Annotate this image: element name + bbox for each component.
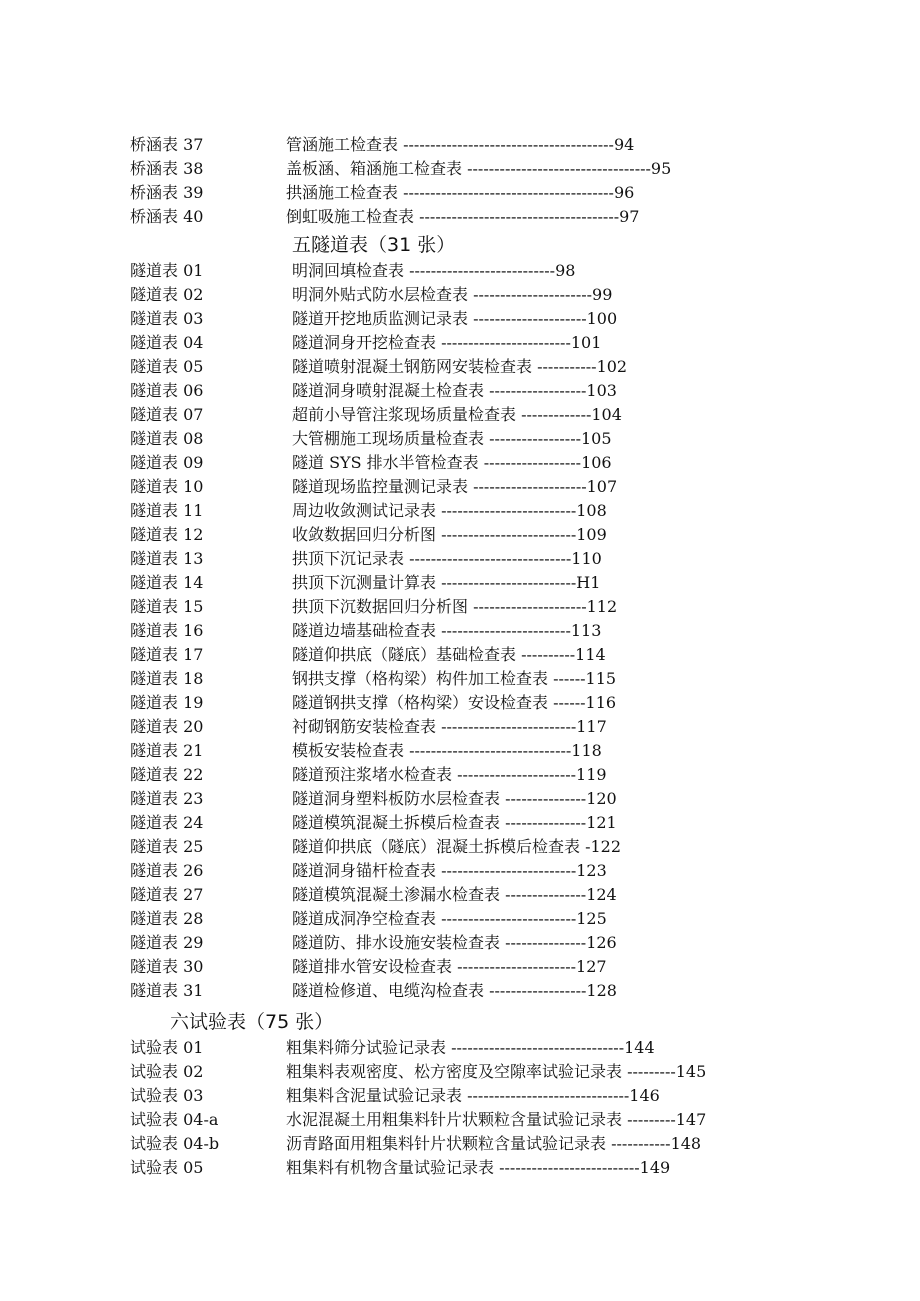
toc-row-entry xyxy=(292,979,686,1003)
toc-row-entry xyxy=(286,205,784,229)
toc-row-leader: - xyxy=(585,837,591,856)
test-section-heading xyxy=(170,1007,333,1034)
toc-row-leader: ----------------- xyxy=(489,429,581,448)
toc-row-leader: ---------------------- xyxy=(457,765,577,784)
toc-row-leader: ----------- xyxy=(537,357,597,376)
toc-row-page: 105 xyxy=(581,429,612,448)
toc-row-entry xyxy=(292,955,686,979)
toc-row-entry xyxy=(292,331,686,355)
toc-row xyxy=(0,931,920,955)
toc-row-title: 粗集料筛分试验记录表 xyxy=(286,1038,452,1057)
toc-row-page: 120 xyxy=(586,789,617,808)
toc-row-title: 隧道现场监控量测记录表 xyxy=(292,477,474,496)
toc-row-page: 128 xyxy=(586,981,617,1000)
toc-row-title: 明洞外贴式防水层检查表 xyxy=(292,285,474,304)
toc-row-page: 95 xyxy=(650,159,672,178)
toc-row xyxy=(0,355,920,379)
toc-row-page: 110 xyxy=(571,549,602,568)
toc-row xyxy=(0,157,920,181)
toc-row-code: 隧道表 08 xyxy=(130,429,204,448)
toc-row-code: 隧道表 27 xyxy=(130,885,204,904)
toc-row-title: 隧道洞身开挖检查表 xyxy=(292,333,442,352)
toc-row-code: 隧道表 17 xyxy=(130,645,204,664)
toc-row-leader: --------------- xyxy=(505,885,587,904)
toc-row-title: 沥青路面用粗集料针片状颗粒含量试验记录表 xyxy=(286,1134,612,1153)
toc-row-entry xyxy=(286,1084,784,1108)
toc-row-page: 116 xyxy=(585,693,617,712)
toc-row-entry xyxy=(292,859,686,883)
toc-row-leader: --------------------------- xyxy=(409,261,556,280)
toc-row xyxy=(0,763,920,787)
toc-row xyxy=(0,691,920,715)
toc-row-page: 123 xyxy=(576,861,607,880)
toc-row-leader: ------------------ xyxy=(489,381,587,400)
toc-row-leader: ---------------------- xyxy=(457,957,577,976)
toc-row-code: 隧道表 09 xyxy=(130,453,204,472)
toc-row-page: 106 xyxy=(581,453,612,472)
toc-row-code: 试验表 05 xyxy=(130,1158,204,1177)
toc-row-code: 隧道表 06 xyxy=(130,381,204,400)
toc-row-page: 109 xyxy=(576,525,607,544)
toc-row-title: 周边收敛测试记录表 xyxy=(292,501,442,520)
toc-row-code: 隧道表 10 xyxy=(130,477,204,496)
toc-row-entry xyxy=(286,157,784,181)
toc-row-page: H1 xyxy=(576,573,601,592)
toc-row-leader: ------------------------ xyxy=(441,621,571,640)
toc-row-page: 148 xyxy=(670,1134,702,1153)
toc-row-code: 隧道表 05 xyxy=(130,357,204,376)
toc-row xyxy=(0,835,920,859)
toc-row-entry xyxy=(292,355,686,379)
toc-row-code: 隧道表 21 xyxy=(130,741,204,760)
toc-row xyxy=(0,283,920,307)
toc-row xyxy=(0,1060,920,1084)
toc-row-entry xyxy=(286,1132,784,1156)
toc-row-code: 隧道表 23 xyxy=(130,789,204,808)
tunnel-section-heading xyxy=(292,230,455,257)
toc-row-entry xyxy=(286,1156,784,1180)
toc-row-leader: ------------------------------ xyxy=(409,549,572,568)
toc-row xyxy=(0,307,920,331)
toc-row-page: 96 xyxy=(613,183,635,202)
toc-row-entry xyxy=(292,763,686,787)
toc-row-entry xyxy=(286,181,784,205)
toc-row-page: 127 xyxy=(576,957,607,976)
toc-row-code: 隧道表 07 xyxy=(130,405,204,424)
toc-row xyxy=(0,811,920,835)
test-heading-text: 六试验表（ xyxy=(170,1011,266,1033)
toc-row-entry xyxy=(292,547,686,571)
test-heading-close: ） xyxy=(314,1011,334,1033)
toc-row-entry xyxy=(292,427,686,451)
toc-row xyxy=(0,1084,920,1108)
toc-row-entry xyxy=(292,619,686,643)
toc-row-entry xyxy=(292,283,686,307)
toc-row xyxy=(0,523,920,547)
toc-row-page: 99 xyxy=(592,285,613,304)
toc-row-title: 大管棚施工现场质量检查表 xyxy=(292,429,490,448)
toc-row-code: 隧道表 19 xyxy=(130,693,204,712)
toc-row-leader: --------------------------------------- xyxy=(403,135,614,154)
toc-row-leader: --------- xyxy=(627,1062,676,1081)
toc-row xyxy=(0,475,920,499)
toc-row-page: 102 xyxy=(596,357,628,376)
toc-row-code: 试验表 04-a xyxy=(130,1110,219,1129)
toc-row-entry xyxy=(292,931,686,955)
toc-row-entry xyxy=(292,883,686,907)
toc-row-title: 隧道检修道、电缆沟检查表 xyxy=(292,981,490,1000)
toc-row-code: 桥涵表 40 xyxy=(130,207,204,226)
toc-row-leader: ------------------------- xyxy=(441,573,577,592)
toc-row-code: 隧道表 13 xyxy=(130,549,204,568)
toc-row-code: 隧道表 16 xyxy=(130,621,204,640)
toc-row-page: 121 xyxy=(586,813,617,832)
toc-row-entry xyxy=(292,787,686,811)
toc-row xyxy=(0,427,920,451)
toc-row-title: 隧道洞身塑料板防水层检查表 xyxy=(292,789,506,808)
toc-row-entry xyxy=(292,667,686,691)
toc-row-entry xyxy=(292,571,686,595)
toc-row-title: 隧道仰拱底（隧底）基础检查表 xyxy=(292,645,522,664)
toc-row-title: 隧道模筑混凝土拆模后检查表 xyxy=(292,813,506,832)
toc-row-code: 隧道表 01 xyxy=(130,261,204,280)
toc-row-entry xyxy=(292,643,686,667)
toc-row-entry xyxy=(292,451,686,475)
toc-row-title: 模板安装检查表 xyxy=(292,741,410,760)
toc-row-title: 隧道模筑混凝土渗漏水检查表 xyxy=(292,885,506,904)
toc-row-entry xyxy=(292,523,686,547)
toc-row xyxy=(0,451,920,475)
toc-row-page: 146 xyxy=(629,1086,660,1105)
toc-row xyxy=(0,259,920,283)
toc-row-title: 粗集料表观密度、松方密度及空隙率试验记录表 xyxy=(286,1062,628,1081)
toc-row-entry xyxy=(292,379,686,403)
bridge-section xyxy=(0,133,920,229)
toc-row xyxy=(0,667,920,691)
toc-row-entry xyxy=(286,133,784,157)
toc-row xyxy=(0,205,920,229)
toc-row-leader: ---------------------- xyxy=(473,285,593,304)
toc-row-page: 118 xyxy=(571,741,602,760)
toc-row-leader: ------------------ xyxy=(489,981,587,1000)
toc-row-page: 119 xyxy=(576,765,607,784)
toc-row-page: 145 xyxy=(675,1062,707,1081)
toc-row-page: 97 xyxy=(619,207,640,226)
toc-row-entry xyxy=(292,691,686,715)
toc-row-code: 隧道表 24 xyxy=(130,813,204,832)
toc-row xyxy=(0,883,920,907)
toc-row-entry xyxy=(292,595,686,619)
toc-row-title: 水泥混凝土用粗集料针片状颗粒含量试验记录表 xyxy=(286,1110,628,1129)
toc-row-title: 隧道成洞净空检查表 xyxy=(292,909,442,928)
toc-row-page: 100 xyxy=(586,309,618,328)
toc-row-title: 隧道洞身锚杆检查表 xyxy=(292,861,442,880)
toc-row-leader: --------------- xyxy=(505,933,587,952)
toc-row-entry xyxy=(292,811,686,835)
toc-row-leader: --------- xyxy=(627,1110,676,1129)
toc-row-page: 115 xyxy=(585,669,617,688)
toc-row-code: 隧道表 22 xyxy=(130,765,204,784)
toc-row-title: 粗集料含泥量试验记录表 xyxy=(286,1086,468,1105)
toc-row-code: 隧道表 26 xyxy=(130,861,204,880)
toc-row-page: 125 xyxy=(576,909,607,928)
toc-row xyxy=(0,1156,920,1180)
toc-row-title: 隧道预注浆堵水检查表 xyxy=(292,765,458,784)
toc-row xyxy=(0,133,920,157)
toc-row-leader: ------------------------- xyxy=(441,501,577,520)
toc-row xyxy=(0,715,920,739)
toc-row-leader: -------------------------- xyxy=(499,1158,640,1177)
toc-row xyxy=(0,1036,920,1060)
toc-row-leader: ------------------------------ xyxy=(409,741,572,760)
toc-row-leader: ------------------------ xyxy=(441,333,571,352)
toc-row-page: 117 xyxy=(576,717,607,736)
toc-row-entry xyxy=(286,1108,784,1132)
toc-row-page: 144 xyxy=(624,1038,655,1057)
toc-row-entry xyxy=(292,715,686,739)
toc-row-entry xyxy=(292,475,686,499)
toc-row-code: 隧道表 29 xyxy=(130,933,204,952)
toc-row-code: 隧道表 25 xyxy=(130,837,204,856)
toc-row-entry xyxy=(286,1060,784,1084)
toc-row-code: 隧道表 31 xyxy=(130,981,204,1000)
toc-row xyxy=(0,499,920,523)
toc-row-code: 隧道表 15 xyxy=(130,597,204,616)
toc-row-entry xyxy=(292,907,686,931)
toc-row-page: 147 xyxy=(675,1110,707,1129)
toc-row-code: 隧道表 02 xyxy=(130,285,204,304)
toc-row-entry xyxy=(292,835,686,859)
toc-row-code: 隧道表 04 xyxy=(130,333,204,352)
toc-row-leader: --------------------- xyxy=(473,477,587,496)
toc-row-title: 隧道边墙基础检查表 xyxy=(292,621,442,640)
toc-row-code: 隧道表 12 xyxy=(130,525,204,544)
toc-row xyxy=(0,643,920,667)
toc-row-entry xyxy=(292,259,686,283)
toc-row-entry xyxy=(292,499,686,523)
toc-row-code: 试验表 02 xyxy=(130,1062,204,1081)
toc-row-title: 隧道开挖地质监测记录表 xyxy=(292,309,474,328)
toc-row-leader: --------------------- xyxy=(473,597,587,616)
toc-row xyxy=(0,907,920,931)
tunnel-section xyxy=(0,259,920,1003)
toc-row-leader: --------------- xyxy=(505,789,587,808)
toc-row-page: 124 xyxy=(586,885,617,904)
toc-row-leader: ------------------ xyxy=(483,453,582,472)
toc-row-leader: ------------------------- xyxy=(441,861,577,880)
toc-row-page: 101 xyxy=(570,333,602,352)
toc-row xyxy=(0,571,920,595)
toc-row-leader: ------------------------------ xyxy=(467,1086,630,1105)
toc-row xyxy=(0,1108,920,1132)
toc-row-page: 108 xyxy=(576,501,607,520)
toc-row-code: 试验表 01 xyxy=(130,1038,204,1057)
toc-row-page: 94 xyxy=(613,135,635,154)
toc-row-page: 104 xyxy=(591,405,622,424)
toc-row-leader: ------------------------- xyxy=(441,717,577,736)
toc-row-code: 试验表 03 xyxy=(130,1086,204,1105)
toc-row-leader: ------------------------- xyxy=(441,525,577,544)
toc-row-leader: --------------------------------------- xyxy=(403,183,614,202)
toc-row-entry xyxy=(292,739,686,763)
toc-row-leader: ------ xyxy=(553,693,586,712)
toc-row-leader: ------------------------------------- xyxy=(419,207,620,226)
toc-row xyxy=(0,859,920,883)
toc-row-entry xyxy=(286,1036,784,1060)
toc-row xyxy=(0,547,920,571)
toc-row-page: 98 xyxy=(555,261,576,280)
toc-row xyxy=(0,979,920,1003)
toc-row-entry xyxy=(292,307,686,331)
toc-row-title: 明洞回填检查表 xyxy=(292,261,410,280)
toc-row-leader: ---------------------------------- xyxy=(467,159,651,178)
toc-row-code: 隧道表 20 xyxy=(130,717,204,736)
toc-row-leader: --------------------- xyxy=(473,309,587,328)
toc-row-code: 隧道表 28 xyxy=(130,909,204,928)
toc-row-title: 超前小导管注浆现场质量检查表 xyxy=(292,405,522,424)
toc-row-title: 拱顶下沉测量计算表 xyxy=(292,573,442,592)
toc-row-code: 隧道表 30 xyxy=(130,957,204,976)
toc-row-leader: ------------------------- xyxy=(441,909,577,928)
toc-row-page: 107 xyxy=(586,477,618,496)
toc-row xyxy=(0,403,920,427)
toc-row-title: 隧道洞身喷射混凝土检查表 xyxy=(292,381,490,400)
toc-row-title: 隧道仰拱底（隧底）混凝土拆模后检查表 xyxy=(292,837,586,856)
toc-row-code: 隧道表 18 xyxy=(130,669,204,688)
toc-row-title: 隧道防、排水设施安装检查表 xyxy=(292,933,506,952)
toc-row-code: 桥涵表 39 xyxy=(130,183,204,202)
tunnel-heading-count: 31 张 xyxy=(387,234,437,256)
toc-row-title: 盖板涵、箱涵施工检查表 xyxy=(286,159,468,178)
toc-row-title: 收敛数据回归分析图 xyxy=(292,525,442,544)
toc-row-page: 122 xyxy=(590,837,622,856)
toc-row-title: 管涵施工检查表 xyxy=(286,135,404,154)
toc-row xyxy=(0,739,920,763)
toc-row-title: 隧道排水管安设检查表 xyxy=(292,957,458,976)
toc-row-code: 隧道表 03 xyxy=(130,309,204,328)
toc-row-leader: ------------- xyxy=(521,405,592,424)
toc-row xyxy=(0,619,920,643)
toc-row-code: 试验表 04-b xyxy=(130,1134,220,1153)
toc-row xyxy=(0,181,920,205)
test-heading-count: 75 张 xyxy=(265,1011,315,1033)
toc-row-title: 粗集料有机物含量试验记录表 xyxy=(286,1158,500,1177)
toc-row-title: 隧道喷射混凝土钢筋网安装检查表 xyxy=(292,357,538,376)
toc-row-title: 衬砌钢筋安装检查表 xyxy=(292,717,442,736)
toc-row-title: 隧道 SYS 排水半管检查表 xyxy=(292,453,484,472)
toc-row-entry xyxy=(292,403,686,427)
toc-row-leader: ------ xyxy=(553,669,586,688)
tunnel-heading-close: ） xyxy=(436,234,456,256)
toc-row-title: 倒虹吸施工检查表 xyxy=(286,207,420,226)
toc-row xyxy=(0,787,920,811)
toc-row-code: 桥涵表 37 xyxy=(130,135,204,154)
tunnel-heading-text: 五隧道表（ xyxy=(292,234,388,256)
toc-row xyxy=(0,331,920,355)
test-section xyxy=(0,1036,920,1180)
toc-row-title: 隧道钢拱支撑（格构梁）安设检查表 xyxy=(292,693,554,712)
toc-row xyxy=(0,595,920,619)
toc-row-title: 钢拱支撑（格构梁）构件加工检查表 xyxy=(292,669,554,688)
toc-row-leader: --------------- xyxy=(505,813,587,832)
toc-row-title: 拱顶下沉记录表 xyxy=(292,549,410,568)
toc-row-title: 拱涵施工检查表 xyxy=(286,183,404,202)
toc-row-page: 113 xyxy=(570,621,602,640)
toc-row-page: 103 xyxy=(586,381,617,400)
toc-row-title: 拱顶下沉数据回归分析图 xyxy=(292,597,474,616)
toc-row-page: 114 xyxy=(575,645,606,664)
toc-row-code: 桥涵表 38 xyxy=(130,159,204,178)
toc-row-code: 隧道表 14 xyxy=(130,573,204,592)
toc-row-page: 149 xyxy=(639,1158,671,1177)
toc-row-page: 112 xyxy=(586,597,618,616)
toc-row-code: 隧道表 11 xyxy=(130,501,204,520)
toc-row-leader: ----------- xyxy=(611,1134,671,1153)
toc-row xyxy=(0,955,920,979)
toc-row xyxy=(0,379,920,403)
toc-row-page: 126 xyxy=(586,933,617,952)
toc-row-leader: ---------- xyxy=(521,645,576,664)
toc-row-leader: -------------------------------- xyxy=(451,1038,625,1057)
toc-row xyxy=(0,1132,920,1156)
